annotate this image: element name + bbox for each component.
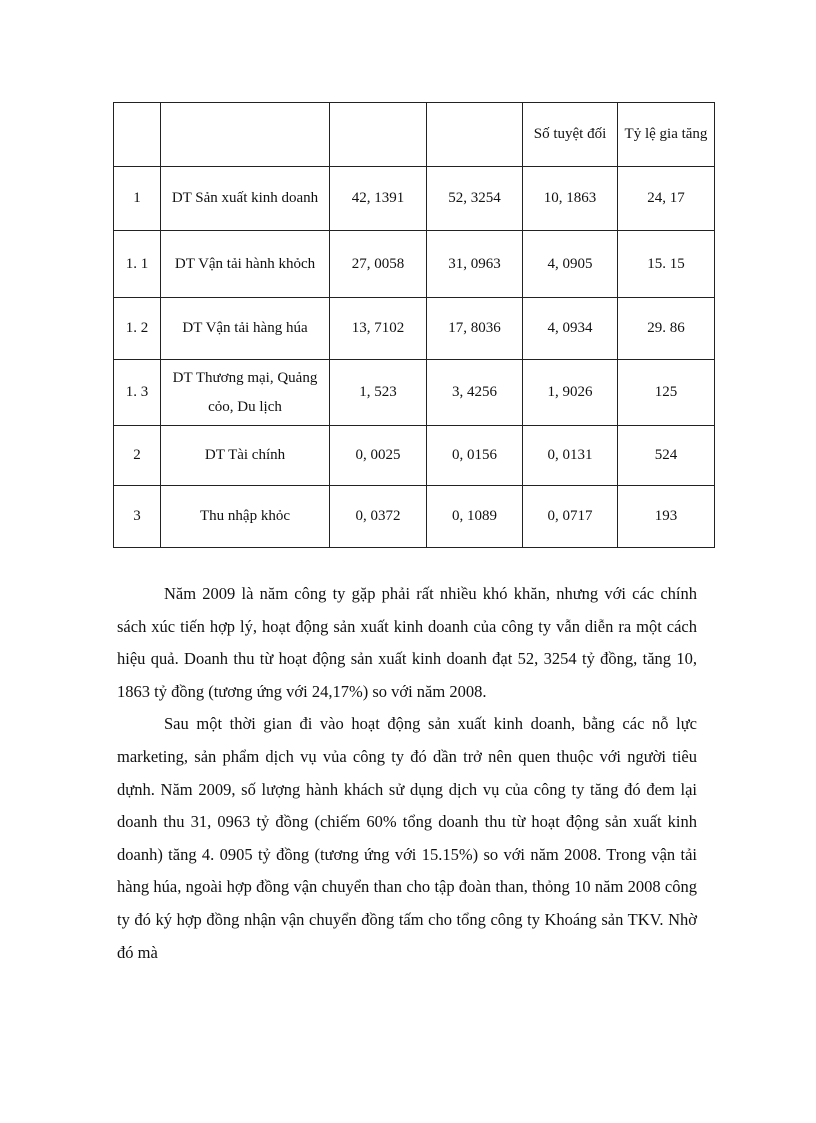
row-value-2009: 3, 4256 [427, 360, 523, 426]
row-value-2009: 0, 0156 [427, 426, 523, 486]
row-index: 1. 1 [114, 231, 161, 298]
header-cell [161, 103, 330, 167]
row-index: 1 [114, 167, 161, 231]
row-value-2009: 0, 1089 [427, 486, 523, 548]
row-growth-rate: 15. 15 [618, 231, 715, 298]
row-index: 3 [114, 486, 161, 548]
row-growth-rate: 524 [618, 426, 715, 486]
row-absolute-change: 10, 1863 [523, 167, 618, 231]
header-absolute-change: Số tuyệt đối [523, 103, 618, 167]
row-value-2009: 31, 0963 [427, 231, 523, 298]
table-row [114, 486, 715, 548]
body-text [117, 578, 697, 969]
row-index: 1. 2 [114, 298, 161, 360]
row-item: DT Vận tải hàng húa [161, 298, 330, 360]
row-growth-rate: 29. 86 [618, 298, 715, 360]
table-header-row [114, 103, 715, 167]
header-cell [427, 103, 523, 167]
header-cell [330, 103, 427, 167]
table-row [114, 167, 715, 231]
table-row [114, 298, 715, 360]
row-item: DT Vận tải hành khỏch [161, 231, 330, 298]
row-value-2008: 0, 0025 [330, 426, 427, 486]
row-value-2009: 52, 3254 [427, 167, 523, 231]
row-growth-rate: 193 [618, 486, 715, 548]
row-growth-rate: 125 [618, 360, 715, 426]
row-absolute-change: 0, 0717 [523, 486, 618, 548]
table-row [114, 231, 715, 298]
row-absolute-change: 4, 0934 [523, 298, 618, 360]
row-value-2008: 27, 0058 [330, 231, 427, 298]
row-absolute-change: 0, 0131 [523, 426, 618, 486]
row-item: DT Sản xuất kinh doanh [161, 167, 330, 231]
table-row [114, 426, 715, 486]
row-item: Thu nhập khỏc [161, 486, 330, 548]
row-item: DT Thương mại, Quảng cỏo, Du lịch [161, 360, 330, 426]
paragraph-1: Năm 2009 là năm công ty gặp phải rất nhiều khó khăn, nhưng với các chính sách xúc tiến hợp lý, hoạt động sản xuất kinh doanh của công ty vẫn diễn ra một cách hiệu quả. Doanh thu từ hoạt động sản xuất kinh doanh đạt 52, 3254 tỷ đồng, tăng 10, 1863 tỷ đồng (tương ứng với 24,17%) so với năm 2008. [117, 584, 697, 701]
revenue-table [113, 102, 715, 548]
row-index: 1. 3 [114, 360, 161, 426]
row-index: 2 [114, 426, 161, 486]
row-value-2008: 0, 0372 [330, 486, 427, 548]
row-item: DT Tài chính [161, 426, 330, 486]
row-growth-rate: 24, 17 [618, 167, 715, 231]
row-value-2009: 17, 8036 [427, 298, 523, 360]
row-value-2008: 13, 7102 [330, 298, 427, 360]
header-growth-rate: Tỷ lệ gia tăng [618, 103, 715, 167]
table-row [114, 360, 715, 426]
row-value-2008: 42, 1391 [330, 167, 427, 231]
paragraph-2: Sau một thời gian đi vào hoạt động sản xuất kinh doanh, bằng các nỗ lực marketing, sản phẩm dịch vụ vủa công ty đó dần trở nên quen thuộc với người tiêu dựnh. Năm 2009, số lượng hành khách sử dụng dịch vụ của công ty tăng đó đem lại doanh thu 31, 0963 tỷ đồng (chiếm 60% tổng doanh thu từ hoạt động sản xuất kinh doanh) tăng 4. 0905 tỷ đồng (tương ứng với 15.15%) so với năm 2008. Trong vận tải hàng húa, ngoài hợp đồng vận chuyển than cho tập đoàn than, thỏng 10 năm 2008 công ty đó ký hợp đồng nhận vận chuyển đồng tấm cho tổng công ty Khoáng sản TKV. Nhờ đó mà [117, 714, 697, 962]
row-absolute-change: 1, 9026 [523, 360, 618, 426]
row-value-2008: 1, 523 [330, 360, 427, 426]
header-cell [114, 103, 161, 167]
row-absolute-change: 4, 0905 [523, 231, 618, 298]
